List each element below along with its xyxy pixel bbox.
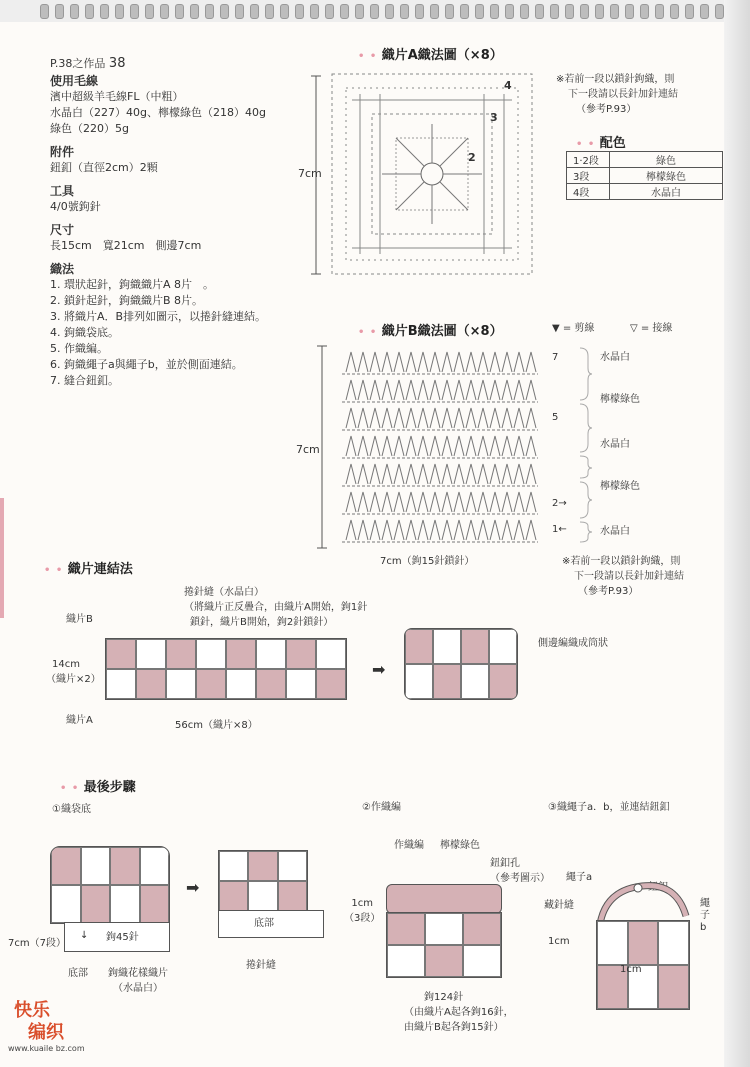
stitch-mark xyxy=(442,352,452,372)
step-6: 6. 鉤織繩子a與繩子b，並於側面連結。 xyxy=(50,358,243,371)
bag-bottom-label: 底部 xyxy=(68,968,88,979)
stitch-mark xyxy=(346,380,356,400)
stitch-mark xyxy=(358,408,368,428)
stitch-mark xyxy=(454,436,464,456)
motif-square xyxy=(286,669,316,699)
ring xyxy=(280,4,289,19)
stitch-mark xyxy=(394,380,404,400)
ring xyxy=(190,4,199,19)
motif-a-note: ※若前一段以鎖針鉤織，則 下一段請以長針加針連結 （參考P.93） xyxy=(556,74,678,115)
motif-square xyxy=(196,669,226,699)
stitch-mark xyxy=(526,492,536,512)
motif-square xyxy=(463,945,501,977)
motif-square xyxy=(140,885,170,923)
ring xyxy=(310,4,319,19)
stitch-mark xyxy=(418,464,428,484)
sew-label: 藏針縫 xyxy=(544,900,574,911)
ring xyxy=(340,4,349,19)
stitch-mark xyxy=(442,408,452,428)
button-hole-label: 鈕釦孔 （參考圖示） xyxy=(490,858,550,884)
motif-square xyxy=(278,881,307,911)
ring xyxy=(535,4,544,19)
row-num-7: 7 xyxy=(552,352,559,363)
ring xyxy=(460,4,469,19)
stitch-mark xyxy=(406,408,416,428)
motif-square xyxy=(433,629,461,664)
ring xyxy=(700,4,709,19)
stitch-mark xyxy=(394,492,404,512)
stitch-mark xyxy=(406,436,416,456)
motif-square xyxy=(278,851,307,881)
final-title: • • 最後步驟 xyxy=(60,780,136,795)
final-step-1: ①織袋底 xyxy=(52,804,91,815)
stitch-mark xyxy=(490,352,500,372)
stitch-mark xyxy=(454,520,464,540)
join-title: • • 織片連結法 xyxy=(44,562,133,577)
motif-square xyxy=(387,945,425,977)
step-2: 2. 鎖針起針，鉤織織片B 8片。 xyxy=(50,294,204,307)
cord-a-label: 繩子a xyxy=(566,872,593,883)
stitch-mark xyxy=(514,380,524,400)
tool-title: 工具 xyxy=(50,184,75,198)
ring xyxy=(385,4,394,19)
final-step-2: ②作織編 xyxy=(362,802,401,813)
stitch-mark xyxy=(502,380,512,400)
stitch-mark xyxy=(502,436,512,456)
legend-cut: ▼ = 剪線 xyxy=(552,323,595,334)
ring xyxy=(685,4,694,19)
stitch-mark xyxy=(478,380,488,400)
stitch-mark xyxy=(406,380,416,400)
stitch-mark xyxy=(466,380,476,400)
stitch-mark xyxy=(430,520,440,540)
ring xyxy=(505,4,514,19)
motif-square xyxy=(425,913,463,945)
edge-height-label: 1cm （3段） xyxy=(344,898,381,924)
motif-square xyxy=(51,885,81,923)
stitch-mark xyxy=(346,492,356,512)
label-motif-a: 織片A xyxy=(66,715,93,726)
motif-square xyxy=(405,664,433,699)
round-label-3: 3 xyxy=(490,111,498,124)
ring xyxy=(205,4,214,19)
motif-square xyxy=(51,847,81,885)
stitch-mark xyxy=(430,352,440,372)
motif-square xyxy=(219,851,248,881)
ring xyxy=(415,4,424,19)
color-scheme-table xyxy=(566,151,723,200)
stitch-mark xyxy=(358,520,368,540)
row-color-5: 水晶白 xyxy=(600,526,630,537)
stitch-mark xyxy=(394,352,404,372)
motif-square xyxy=(256,669,286,699)
ring xyxy=(355,4,364,19)
page-edge xyxy=(724,0,750,1067)
row-num-5: 5 xyxy=(552,412,559,423)
ring xyxy=(70,4,79,19)
ring xyxy=(220,4,229,19)
stitch-mark xyxy=(418,352,428,372)
bag-handle xyxy=(590,872,700,926)
motif-square xyxy=(425,945,463,977)
ring xyxy=(490,4,499,19)
ring xyxy=(370,4,379,19)
bag-pattern-label: 鉤織花樣織片 （水晶白） xyxy=(108,968,168,994)
stitch-mark xyxy=(346,352,356,372)
stitch-mark xyxy=(418,436,428,456)
arrow-right-icon: ➡ xyxy=(372,660,386,679)
stitch-mark xyxy=(430,492,440,512)
stitch-mark xyxy=(442,380,452,400)
box-bottom-label: 底部 xyxy=(254,918,274,929)
site-logo: 快乐 编织 www.kuaile bz.com xyxy=(8,1000,85,1053)
row-color-4: 檸檬綠色 xyxy=(600,481,640,492)
ring xyxy=(130,4,139,19)
stitch-mark xyxy=(526,408,536,428)
stitch-mark xyxy=(478,492,488,512)
stitch-mark xyxy=(514,436,524,456)
stitch-mark xyxy=(490,436,500,456)
stitch-mark xyxy=(430,464,440,484)
ring xyxy=(520,4,529,19)
motif-square xyxy=(248,881,277,911)
stitch-mark xyxy=(370,380,380,400)
ring xyxy=(250,4,259,19)
stitch-mark xyxy=(466,408,476,428)
stitch-mark xyxy=(370,352,380,372)
join-width: 56cm（織片×8） xyxy=(175,720,258,731)
ring xyxy=(85,4,94,19)
join-stitch: 捲針縫（水晶白） （將織片正反疊合，由織片A開始，鉤1針 鎖針，織片B開始，鉤2針鎖針） xyxy=(184,587,368,628)
row-color-2: 檸檬綠色 xyxy=(600,394,640,405)
stitch-mark xyxy=(490,380,500,400)
stitch-mark xyxy=(454,492,464,512)
step-5: 5. 作織編。 xyxy=(50,342,108,355)
step-1: 1. 環狀起針，鉤織織片A 8片 。 xyxy=(50,278,215,291)
motif-square xyxy=(316,669,346,699)
motif-square xyxy=(461,664,489,699)
motif-square xyxy=(136,639,166,669)
cord-1cm-a: 1cm xyxy=(548,936,570,947)
stitch-mark xyxy=(346,520,356,540)
stitch-mark xyxy=(418,492,428,512)
stitch-mark xyxy=(382,408,392,428)
stitch-mark xyxy=(490,408,500,428)
motif-square xyxy=(81,885,111,923)
yarn-line2: 綠色（220）5g xyxy=(50,122,129,135)
bag-box xyxy=(218,850,308,912)
stitch-mark xyxy=(466,464,476,484)
stitch-mark xyxy=(454,380,464,400)
ring xyxy=(400,4,409,19)
row-brackets xyxy=(578,346,592,546)
motif-square xyxy=(256,639,286,669)
motif-square xyxy=(461,629,489,664)
motif-square xyxy=(463,913,501,945)
cord-1cm-b: 1cm xyxy=(620,964,642,975)
stitch-mark xyxy=(466,436,476,456)
motif-square xyxy=(433,664,461,699)
stitch-mark xyxy=(370,464,380,484)
stitch-mark xyxy=(526,352,536,372)
ring xyxy=(430,4,439,19)
ring xyxy=(325,4,334,19)
stitch-mark xyxy=(514,352,524,372)
stitch-mark xyxy=(394,464,404,484)
acc-text: 鈕釦（直徑2cm）2顆 xyxy=(50,161,158,174)
motif-square xyxy=(628,921,659,965)
row-num-1: 1← xyxy=(552,524,567,535)
motif-square xyxy=(226,669,256,699)
stitch-mark xyxy=(442,436,452,456)
stitch-mark xyxy=(382,436,392,456)
motif-square xyxy=(658,965,689,1009)
bag-front xyxy=(50,846,170,924)
stitch-mark xyxy=(514,520,524,540)
tool-text: 4/0號鉤針 xyxy=(50,200,101,213)
motif-b-chart xyxy=(312,344,548,554)
final-step-3: ③織繩子a．b，並連結鈕釦 xyxy=(548,802,670,813)
stitch-mark xyxy=(382,380,392,400)
stitch-mark xyxy=(406,520,416,540)
stitch-mark xyxy=(406,492,416,512)
ring xyxy=(100,4,109,19)
stitch-mark xyxy=(406,352,416,372)
motif-square xyxy=(489,629,517,664)
motif-square xyxy=(136,669,166,699)
stitch-mark xyxy=(442,520,452,540)
stitch-mark xyxy=(346,408,356,428)
joined-strip xyxy=(105,638,347,700)
pattern-ref: P.38之作品 38 xyxy=(50,56,126,71)
ring xyxy=(610,4,619,19)
stitch-mark xyxy=(418,380,428,400)
stitch-mark xyxy=(490,492,500,512)
stitch-mark xyxy=(370,436,380,456)
color-scheme-title: • • 配色 xyxy=(576,136,626,151)
stitch-mark xyxy=(430,408,440,428)
ring xyxy=(235,4,244,19)
row-color-3: 水晶白 xyxy=(600,439,630,450)
stitch-mark xyxy=(358,352,368,372)
ring xyxy=(445,4,454,19)
stitch-mark xyxy=(430,436,440,456)
cord-b-label: 繩子b xyxy=(700,898,710,933)
stitch-mark xyxy=(490,520,500,540)
acc-title: 附件 xyxy=(50,145,75,159)
stitch-mark xyxy=(370,520,380,540)
stitch-mark xyxy=(526,464,536,484)
join-side: 側邊編織成筒狀 xyxy=(538,638,608,649)
motif-a-size: 7cm xyxy=(298,167,322,180)
motif-square xyxy=(387,913,425,945)
tube-preview xyxy=(404,628,518,700)
button-label: 鈕釦 xyxy=(648,882,668,893)
stitch-mark xyxy=(358,380,368,400)
motif-square xyxy=(106,669,136,699)
stitch-mark xyxy=(442,492,452,512)
motif-square xyxy=(196,639,226,669)
stitch-mark xyxy=(466,352,476,372)
ring xyxy=(565,4,574,19)
motif-square xyxy=(597,921,628,965)
stitch-mark xyxy=(454,408,464,428)
stitch-mark xyxy=(514,464,524,484)
stitch-mark xyxy=(478,436,488,456)
yarn-name: 濱中超級羊毛線FL（中粗） xyxy=(50,90,184,103)
stitch-mark xyxy=(418,408,428,428)
ring xyxy=(160,4,169,19)
materials-block xyxy=(50,72,310,389)
stitch-mark xyxy=(466,520,476,540)
finished-bag xyxy=(596,920,690,1010)
edge-label: 作織編 xyxy=(394,840,424,851)
ring xyxy=(655,4,664,19)
bag-with-edge xyxy=(386,912,502,978)
step-3: 3. 將織片A．B排列如圖示，以捲針縫連結。 xyxy=(50,310,267,323)
stitch-mark xyxy=(454,464,464,484)
row-num-2: 2→ xyxy=(552,498,567,509)
edge-stitch-label: 鉤124針 （由織片A起各鉤16針， 由織片B起各鉤15針） xyxy=(404,992,514,1033)
motif-a-title: • • 織片A織法圖（×8） xyxy=(358,48,503,63)
stitch-mark xyxy=(526,436,536,456)
stitch-mark xyxy=(430,380,440,400)
ring xyxy=(670,4,679,19)
ring xyxy=(475,4,484,19)
ring xyxy=(145,4,154,19)
box-seam-label: 捲針縫 xyxy=(246,960,276,971)
down-arrow-icon: ↓ xyxy=(80,930,89,941)
label-motif-b: 織片B xyxy=(66,614,93,625)
motif-square xyxy=(286,639,316,669)
motif-square xyxy=(81,847,111,885)
ring xyxy=(175,4,184,19)
stitch-mark xyxy=(382,492,392,512)
ring xyxy=(295,4,304,19)
yarn-title: 使用毛線 xyxy=(50,74,99,88)
stitch-mark xyxy=(382,352,392,372)
stitch-mark xyxy=(502,520,512,540)
motif-b-title: • • 織片B織法圖（×8） xyxy=(358,324,503,339)
motif-square xyxy=(106,639,136,669)
bag-side-label: 7cm（7段） xyxy=(8,938,66,949)
stitch-mark xyxy=(454,352,464,372)
stitch-mark xyxy=(478,464,488,484)
stitch-mark xyxy=(478,352,488,372)
round-label-2: 2 xyxy=(468,151,476,164)
yarn-line1: 水晶白（227）40g、檸檬綠色（218）40g xyxy=(50,106,266,119)
stitch-mark xyxy=(490,464,500,484)
stitch-mark xyxy=(370,492,380,512)
ring xyxy=(625,4,634,19)
stitch-mark xyxy=(346,464,356,484)
stitch-mark xyxy=(370,408,380,428)
stitch-mark xyxy=(418,520,428,540)
stitch-mark xyxy=(442,464,452,484)
stitch-mark xyxy=(358,492,368,512)
stitch-mark xyxy=(394,408,404,428)
ring xyxy=(40,4,49,19)
motif-square xyxy=(140,847,170,885)
motif-square xyxy=(219,881,248,911)
stitch-mark xyxy=(358,436,368,456)
method-title: 織法 xyxy=(50,262,75,276)
stitch-mark xyxy=(526,380,536,400)
side-tab-mark xyxy=(0,498,4,618)
stitch-mark xyxy=(502,352,512,372)
row-color-1: 水晶白 xyxy=(600,352,630,363)
motif-square xyxy=(166,669,196,699)
ring xyxy=(55,4,64,19)
stitch-mark xyxy=(502,408,512,428)
ring xyxy=(640,4,649,19)
stitch-mark xyxy=(502,492,512,512)
stitch-mark xyxy=(502,464,512,484)
motif-b-size: 7cm xyxy=(296,443,320,456)
motif-square xyxy=(226,639,256,669)
table-row: 3段 檸檬綠色 xyxy=(567,168,723,184)
motif-square xyxy=(166,639,196,669)
legend-join: ▽ = 接線 xyxy=(630,323,673,334)
size-title: 尺寸 xyxy=(50,223,75,237)
stitch-mark xyxy=(514,408,524,428)
stitch-mark xyxy=(382,464,392,484)
ring xyxy=(115,4,124,19)
step-7: 7. 縫合鈕釦。 xyxy=(50,374,119,387)
ring xyxy=(550,4,559,19)
stitch-mark xyxy=(346,436,356,456)
ring xyxy=(265,4,274,19)
ring xyxy=(595,4,604,19)
stitch-mark xyxy=(394,520,404,540)
table-row: 4段 水晶白 xyxy=(567,184,723,200)
stitch-mark xyxy=(406,464,416,484)
arrow-right-icon-2: ➡ xyxy=(186,878,200,897)
edge-band xyxy=(386,884,502,914)
stitch-mark xyxy=(358,464,368,484)
motif-square xyxy=(489,664,517,699)
motif-b-bottom: 7cm（鉤15針鎖針） xyxy=(380,556,475,567)
ring xyxy=(580,4,589,19)
round-label-4: 4 xyxy=(504,79,512,92)
motif-square xyxy=(110,847,140,885)
motif-square xyxy=(110,885,140,923)
motif-square xyxy=(316,639,346,669)
stitch-mark xyxy=(514,492,524,512)
ring xyxy=(715,4,724,19)
stitch-mark xyxy=(478,408,488,428)
motif-a-chart xyxy=(300,64,540,286)
size-text: 長15cm 寬21cm 側邊7cm xyxy=(50,239,202,252)
stitch-mark xyxy=(394,436,404,456)
motif-b-note: ※若前一段以鎖針鉤織，則 下一段請以長針加針連結 （參考P.93） xyxy=(562,556,684,597)
step-4: 4. 鉤織袋底。 xyxy=(50,326,119,339)
bag-stitch-count: 鉤45針 xyxy=(106,932,139,943)
table-row: 1·2段 綠色 xyxy=(567,152,723,168)
stitch-mark xyxy=(478,520,488,540)
stitch-mark xyxy=(382,520,392,540)
join-height: 14cm （織片×2） xyxy=(46,659,101,685)
edge-color-label: 檸檬綠色 xyxy=(440,840,480,851)
motif-square xyxy=(248,851,277,881)
stitch-mark xyxy=(526,520,536,540)
stitch-mark xyxy=(466,492,476,512)
motif-square xyxy=(405,629,433,664)
motif-square xyxy=(658,921,689,965)
